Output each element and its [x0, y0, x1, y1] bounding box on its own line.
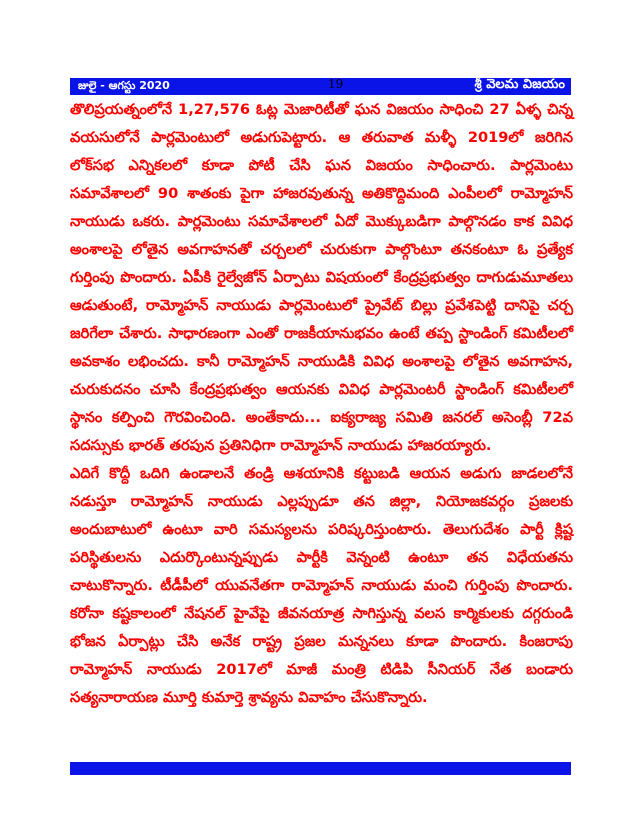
article-body — [70, 96, 573, 712]
page-footer-bar — [70, 762, 571, 775]
page-header-bar — [70, 78, 571, 95]
article-paragraph-1: తొలిప్రయత్నంలోనే 1,27,576 ఓట్ల మెజారిటీతో ఘన విజయం సాధించి 27 ఏళ్ళ చిన్న వయసులోనే పార్లమెంటులో అడుగుపెట్టారు. ఆ తరువాత మళ్ళీ 2019లో జరిగిన లోక్‌సభ ఎన్నికలలో కూడా పోటీ చేసి ఘన విజయం సాధించారు. పార్లమెంటు సమావేశాలలో 90 శాతంకు పైగా హాజరవుతున్న అతికొద్దిమంది ఎంపీలలో రామ్మోహన్ నాయుడు ఒకరు. పార్లమెంటు సమావేశాలలో ఏదో మొక్కుబడిగా పాల్గొనడం కాక వివిధ అంశాలపై లోతైన అవగాహనతో చర్చలలో చురుకుగా పాల్గొంటూ తనకంటూ ఓ ప్రత్యేక గుర్తింపు పొందారు. ఏపీకి రైల్వేజోన్ ఏర్పాటు విషయంలో కేంద్రప్రభుత్వం దాగుడుమూతలు ఆడుతుంటే, రామ్మోహన్ నాయుడు పార్లమెంటులో ప్రైవేట్ బిల్లు ప్రవేశపెట్టి దానిపై చర్చ జరిగేలా చేశారు. సాధారణంగా ఎంతో రాజకీయానుభవం ఉంటే తప్ప స్టాండింగ్ కమిటీలలో అవకాశం లభించదు. కానీ రామ్మోహన్ నాయుడికి వివిధ అంశాలపై లోతైన అవగాహన, చురుకుదనం చూసి కేంద్రప్రభుత్వం ఆయనకు వివిధ పార్లమెంటరీ స్టాండింగ్ కమిటీలలో స్థానం కల్పించి గౌరవించింది. అంతేకాదు... ఐక్యరాజ్య సమితి జనరల్ అసెంబ్లీ 72వ సదస్సుకు భారత్ తరపున ప్రతినిధిగా రామ్మోహన్ నాయుడు హాజరయ్యారు. — [70, 101, 573, 454]
article-paragraph-2: ఎదిగే కొద్దీ ఒదిగి ఉండాలనే తండ్రి ఆశయానికి కట్టుబడి ఆయన అడుగు జాడలలోనే నడుస్తూ రామ్మోహన్ నాయుడు ఎల్లప్పుడూ తన జిల్లా, నియోజకవర్గం ప్రజలకు అందుబాటులో ఉంటూ వారి సమస్యలను పరిష్కరిస్తుంటారు. తెలుగుదేశం పార్టీ క్లిష్ట పరిస్థితులను ఎదుర్కొంటున్నప్పుడు పార్టీకి వెన్నంటి ఉంటూ తన విధేయతను చాటుకొన్నారు. టీడీపీలో యువనేతగా రామ్మోహన్ నాయుడు మంచి గుర్తింపు పొందారు. కరోనా కష్టకాలంలో నేషనల్ హైవేపై జీవనయాత్ర సాగిస్తున్న వలస కార్మికులకు దగ్గరుండి భోజన ఏర్పాట్లు చేసి అనేక రాష్ట్ర ప్రజల మన్ననలు కూడా పొందారు. కింజరాపు రామ్మోహన్ నాయుడు 2017లో మాజీ మంత్రి టిడిపి సీనియర్ నేత బండారు సత్యనారాయణ మూర్తి కుమార్తె శ్రావ్యను వివాహం చేసుకొన్నారు. — [70, 465, 573, 706]
issue-date: జులై - ఆగస్టు 2020 — [78, 79, 170, 92]
page-number: 19 — [328, 77, 344, 91]
magazine-title: శ్రీ వెలమ విజయం — [474, 77, 565, 92]
